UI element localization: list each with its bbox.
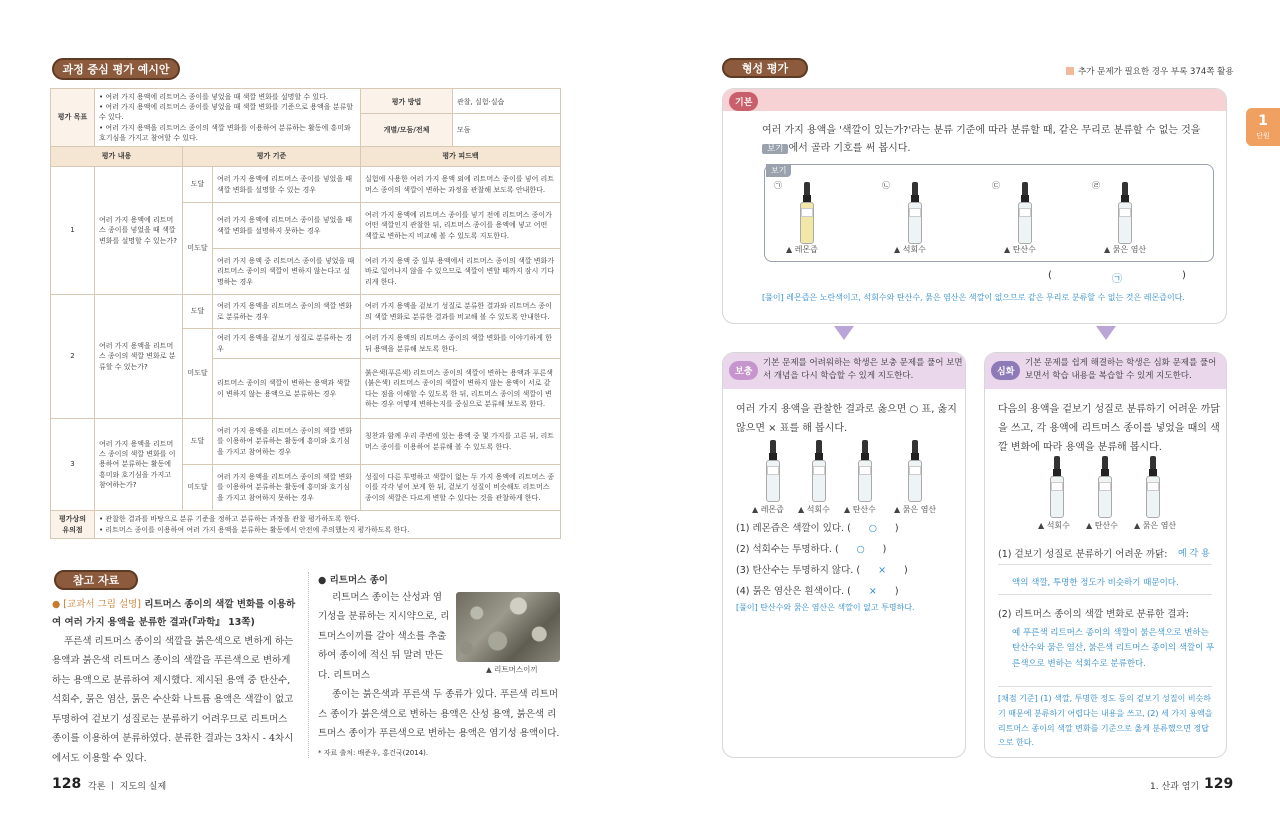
scoring-criteria: [채점 기준] (1) 색깔, 투명한 정도 등의 겉보기 성질이 비슷하기 때문에 분류하기 어렵다는 내용을 쓰고, (2) 세 가지 용액을 리트머스 종이의 색깔 변화를 기준으로 옳게 분류했으면 정답으로 한다. <box>998 694 1213 748</box>
row-level: 미도달 <box>183 465 213 511</box>
row-criteria: 여러 가지 용액을 리트머스 종이의 색깔 변화로 분류하는 경우 <box>213 295 361 329</box>
row-feedback: 칭찬과 함께 우리 주변에 있는 용액 중 몇 가지를 고른 뒤, 리트머스 종이를 이용하여 분류해 볼 수 있도록 한다. <box>361 419 561 465</box>
bottle-caption: ▲ 탄산수 <box>1086 521 1118 530</box>
bottle-caption: ▲ 탄산수 <box>1004 245 1036 254</box>
row-feedback: 여러 가지 용액을 겉보기 성질로 분류한 결과와 리트머스 종이의 색깔 변화로 분류한 결과를 비교해 볼 수 있도록 안내한다. <box>361 295 561 329</box>
supplement-solution: [풀이] 탄산수와 묽은 염산은 색깔이 없고 투명하다. <box>736 603 915 612</box>
advanced-desc: 기본 문제를 쉽게 해결하는 학생은 심화 문제를 풀어 보면서 학습 내용을 복습할 수 있게 지도한다. <box>1025 358 1217 382</box>
reference-body: 푸른색 리트머스 종이의 색깔을 붉은색으로 변하게 하는 용액과 붉은색 리트머스 종이의 색깔을 푸른색으로 변하게 하는 용액으로 분류하여 제시했다. 제시된 용액 중 탄산수, 석회수, 묽은 염산, 묽은 수산화 나트륨 용액은 색깔이 없고 투명하여 겉보기 성질로는 분류하기 어려우므로 리트머스 종이를 이용하여 분류하였다. 분류한 결과는 3차시 - 4차시에서도 이용할 수 있다. <box>52 636 294 764</box>
advanced-a1a: 예 각 용 <box>1178 549 1210 559</box>
goal-list: • 여러 가지 용액에 리트머스 종이를 넣었을 때 색깔 변화를 설명할 수 있다. • 여러 가지 용액에 리트머스 종이를 넣었을 때 색깔 변화를 기준으로 용액을 분류할 수 있다. • 여러 가지 용액을 리트머스 종이의 색깔 변화를 이용하여 분류하는 활동에 흥미와 호기심을 가지고 참여할 수 있다. <box>95 89 361 147</box>
bottle-caption: ▲ 탄산수 <box>844 505 876 514</box>
dropper-bottle-icon <box>908 440 922 502</box>
row-criteria: 여러 가지 용액 중 리트머스 종이를 넣었을 때 리트머스 종이의 색깔이 변하지 않는다고 설명하는 경우 <box>213 249 361 295</box>
bottle-caption: ▲ 석회수 <box>894 245 926 254</box>
supplement-question: 여러 가지 용액을 관찰한 결과로 옳으면 ○ 표, 옳지 않으면 × 표를 해 봅시다. <box>736 404 957 434</box>
bottle-caption: ▲ 레몬즙 <box>752 505 784 514</box>
bottle-caption: ▲ 묽은 염산 <box>1134 521 1177 530</box>
goal-label: 평가 목표 <box>51 89 95 147</box>
note-square-icon <box>1066 67 1074 75</box>
bogi-box <box>764 164 1214 262</box>
row-criteria: 여러 가지 용액을 리트머스 종이의 색깔 변화를 이용하여 분류하는 활동에 흥미와 호기심을 가지고 참여하는 경우 <box>213 419 361 465</box>
arrow-down-icon <box>1096 326 1116 340</box>
row-criteria: 여러 가지 용액을 리트머스 종이의 색깔 변화를 이용하여 분류하는 활동에 흥미와 호기심을 가지고 참여하지 못하는 경우 <box>213 465 361 511</box>
row-level: 도달 <box>183 419 213 465</box>
bogi-mark: ㉢ <box>992 181 1000 190</box>
supplement-item: (4) 묽은 염산은 흰색이다. ( × ) <box>736 586 899 597</box>
bogi-tag: 보기 <box>766 164 791 177</box>
basic-tag: 기본 <box>729 92 758 111</box>
row-criteria: 여러 가지 용액에 리트머스 종이를 넣었을 때 색깔 변화를 설명할 수 있는 경우 <box>213 167 361 203</box>
caution-list: • 관찰한 결과를 바탕으로 분류 기준을 정하고 분류하는 과정을 관찰 평가하도록 한다. • 리트머스 종이를 이용하여 여러 가지 용액을 분류하는 활동에서 안전에 주의했는지 평가하도록 한다. <box>95 511 561 539</box>
bottle-caption: ▲ 묽은 염산 <box>1104 245 1147 254</box>
row-criteria: 리트머스 종이의 색깔이 변하는 용액과 색깔이 변하지 않는 용액으로 분류하는 경우 <box>213 359 361 419</box>
page-number-left: 128 <box>52 776 82 792</box>
row-feedback: 여러 가지 용액 중 일부 용액에서 리트머스 종이의 색깔 변화가 바로 일어나지 않을 수 있으므로 색깔이 변할 때까지 잠시 기다리게 한다. <box>361 249 561 295</box>
advanced-q2: (2) 리트머스 종이의 색깔 변화로 분류한 결과: <box>998 609 1189 620</box>
row-criteria: 여러 가지 용액에 리트머스 종이를 넣었을 때 색깔 변화를 설명하지 못하는 경우 <box>213 203 361 249</box>
advanced-question: 다음의 용액을 겉보기 성질로 분류하기 어려운 까닭을 쓰고, 각 용액에 리트머스 종이를 넣었을 때의 색깔 변화에 따라 용액을 분류해 봅시다. <box>998 404 1220 453</box>
row-level: 도달 <box>183 167 213 203</box>
bottle-caption: ▲ 레몬즙 <box>786 245 818 254</box>
row-content: 여러 가지 용액을 리트머스 종이의 색깔 변화로 분류할 수 있는가? <box>95 295 183 419</box>
row-feedback: 여러 가지 용액의 리트머스 종이의 색깔 변화를 이야기하게 한 뒤 용액을 분류해 보도록 한다. <box>361 329 561 359</box>
row-level: 도달 <box>183 295 213 329</box>
unit-tab: 1 단원 <box>1246 108 1280 146</box>
row-feedback: 성질이 다른 투명하고 색깔이 없는 두 가지 용액에 리트머스 종이를 각각 넣어 보게 한 뒤, 겉보기 성질이 비슷해도 리트머스 종이의 색깔은 다르게 변할 수 있다는 것을 관찰하게 한다. <box>361 465 561 511</box>
group-label: 개별/모둠/전체 <box>383 125 430 134</box>
bogi-mark: ㉣ <box>1092 181 1100 190</box>
row-level: 미도달 <box>183 329 213 419</box>
dropper-bottle-icon <box>1146 456 1160 518</box>
supplement-tag: 보충 <box>729 361 758 380</box>
basic-answer-open: ( <box>1048 270 1052 281</box>
section-title-reference: 참고 자료 <box>54 570 138 590</box>
bottle-caption: ▲ 석회수 <box>798 505 830 514</box>
section-title-process-eval: 과정 중심 평가 예시안 <box>52 58 180 80</box>
litmus-heading: ● 리트머스 종이 <box>318 575 388 586</box>
moss-caption: ▲ 리트머스이끼 <box>486 665 538 674</box>
dropper-bottle-icon <box>1118 182 1132 244</box>
caution-label: 평가상의 유의점 <box>51 511 95 539</box>
col-content: 평가 내용 <box>51 147 183 167</box>
row-level: 미도달 <box>183 203 213 295</box>
row-criteria: 여러 가지 용액을 겉보기 성질로 분류하는 경우 <box>213 329 361 359</box>
dropper-bottle-icon <box>908 182 922 244</box>
method-label: 평가 방법 <box>361 90 452 114</box>
group-value: 모둠 <box>457 125 471 134</box>
dropper-bottle-icon <box>800 182 814 244</box>
column-divider <box>308 572 309 758</box>
row-content: 여러 가지 용액을 리트머스 종이의 색깔 변화를 이용하여 분류하는 활동에 흥미와 호기심을 가지고 참여하는가? <box>95 419 183 511</box>
litmus-body: 리트머스 종이는 산성과 염기성을 분류하는 지시약으로, 리트머스이끼를 갈아 색소를 추출하여 종이에 적신 뒤 말려 만든다. 리트머스 종이는 붉은색과 푸른색 두 종류가 있다. 푸른색 리트머스 종이가 붉은색으로 변하는 용액은 산성 용액, 붉은색 리트머스 종이가 푸른색으로 변하는 용액은 염기성 용액이다. <box>318 592 560 740</box>
basic-answer-close: ) <box>1182 270 1186 281</box>
row-content: 여러 가지 용액에 리트머스 종이를 넣었을 때 색깔 변화를 설명할 수 있는가? <box>95 167 183 295</box>
appendix-note: 추가 문제가 필요한 경우 부록 374쪽 활용 <box>1078 67 1234 77</box>
arrow-down-icon <box>834 326 854 340</box>
supplement-item: (2) 석회수는 투명하다. ( ○ ) <box>736 544 887 555</box>
advanced-a1b: 액의 색깔, 투명한 정도가 비슷하기 때문이다. <box>1012 578 1179 588</box>
supplement-item: (3) 탄산수는 투명하지 않다. ( × ) <box>736 565 908 576</box>
evaluation-table <box>50 88 561 539</box>
advanced-tag: 심화 <box>991 361 1020 380</box>
col-criteria: 평가 기준 <box>183 147 361 167</box>
dropper-bottle-icon <box>1050 456 1064 518</box>
row-feedback: 여러 가지 용액에 리트머스 종이를 넣기 전에 리트머스 종이가 어떤 색깔인지 관찰한 뒤, 리트머스 종이를 용액에 넣고 어떤 색깔로 변하는지 비교해 볼 수 있도록 지도한다. <box>361 203 561 249</box>
basic-question: 여러 가지 용액을 '색깔이 있는가?'라는 분류 기준에 따라 분류할 때, 같은 무리로 분류할 수 없는 것을 보기 에서 골라 기호를 써 봅시다. <box>762 125 1201 154</box>
footer-right: 1. 산과 염기 <box>1150 782 1200 792</box>
dropper-bottle-icon <box>812 440 826 502</box>
row-num: 3 <box>51 419 95 511</box>
row-num: 1 <box>51 167 95 295</box>
basic-answer: ㉠ <box>1112 274 1122 285</box>
reference-heading: ● [교과서 그림 설명] 리트머스 종이의 색깔 변화를 이용하여 여러 가지 용액을 분류한 결과(『과학』 13쪽) <box>52 599 296 629</box>
advanced-q1: (1) 겉보기 성질로 분류하기 어려운 까닭: <box>998 549 1168 560</box>
bottle-caption: ▲ 석회수 <box>1038 521 1070 530</box>
supplement-desc: 기본 문제를 어려워하는 학생은 보충 문제를 풀어 보면서 개념을 다시 학습할 수 있게 지도한다. <box>763 358 963 382</box>
section-title-formative: 형성 평가 <box>722 58 808 78</box>
bogi-mark: ㉠ <box>774 181 782 190</box>
source-note: * 자료 출처: 배준우, 홍건국(2014). <box>318 749 429 757</box>
bogi-mark: ㉡ <box>882 181 890 190</box>
method-value: 관찰, 실험·실습 <box>453 90 560 114</box>
row-num: 2 <box>51 295 95 419</box>
dropper-bottle-icon <box>766 440 780 502</box>
bottle-caption: ▲ 묽은 염산 <box>894 505 937 514</box>
dropper-bottle-icon <box>858 440 872 502</box>
advanced-a2: 예 푸른색 리트머스 종이의 색깔이 붉은색으로 변하는 탄산수와 묽은 염산, 붉은색 리트머스 종이의 색깔이 푸른색으로 변하는 석회수로 분류한다. <box>1012 628 1215 669</box>
basic-solution: [풀이] 레몬즙은 노란색이고, 석회수와 탄산수, 묽은 염산은 색깔이 없으므로 같은 무리로 분류할 수 없는 것은 레몬즙이다. <box>762 293 1185 302</box>
row-feedback: 실험에 사용한 여러 가지 용액 외에 리트머스 종이를 넣어 리트머스 종이의 색깔이 변하는 과정을 관찰해 보도록 안내한다. <box>361 167 561 203</box>
footer-left: 각론 ㅣ 지도의 실제 <box>88 782 167 792</box>
page-number-right: 129 <box>1204 776 1234 792</box>
dropper-bottle-icon <box>1018 182 1032 244</box>
row-feedback: 붉은색(푸른색) 리트머스 종이의 색깔이 변하는 용액과 푸른색(붉은색) 리트머스 종이의 색깔이 변하지 않는 용액이 서로 같다는 점을 이해할 수 있도록 한 뒤, 리트머스 종이의 색깔이 변하는 경우 어떻게 변하는지를 중심으로 분류해 보도록 한다. <box>361 359 561 419</box>
col-feedback: 평가 피드백 <box>361 147 561 167</box>
supplement-item: (1) 레몬즙은 색깔이 있다. ( ○ ) <box>736 523 899 534</box>
dropper-bottle-icon <box>1098 456 1112 518</box>
